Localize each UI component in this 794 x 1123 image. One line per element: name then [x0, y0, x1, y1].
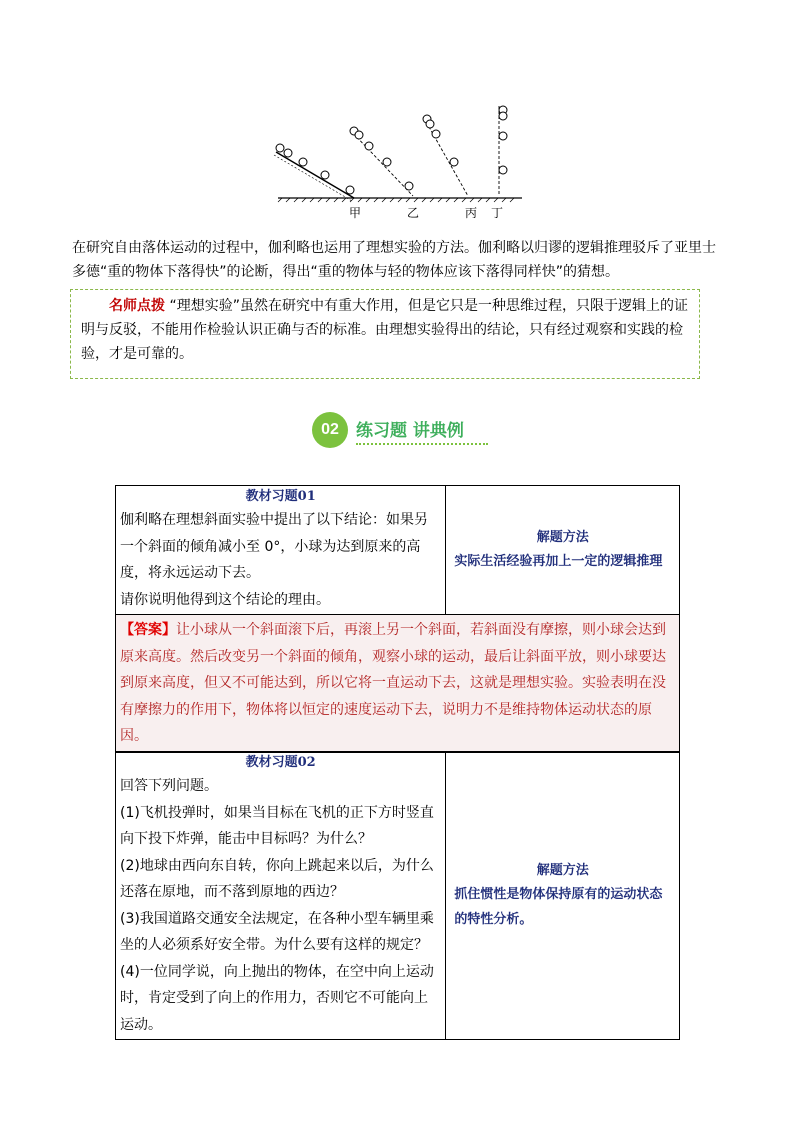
tip-text: “理想实验”虽然在研究中有重大作用，但是它只是一种思维过程，只限于逻辑上的证明与反驳，不能用作检验认识正确与否的标准。由理想实验得出的结论，只有经过观察和实践的检验，才是可靠的。 — [81, 298, 688, 362]
section-underline — [356, 443, 488, 445]
exercise-02-q4: (4)一位同学说，向上抛出的物体，在空中向上运动时，肯定受到了向上的作用力，否则它不可能向上运动。 — [120, 963, 434, 1033]
section-banner — [312, 412, 492, 448]
section-number-badge: 02 — [312, 412, 348, 448]
exercise-02-table — [115, 751, 680, 1040]
exercise-01-answer-cell — [116, 615, 680, 753]
exercise-01-method-title: 解题方法 — [536, 530, 589, 545]
exercise-01-method-text: 实际生活经验再加上一定的逻辑推理 — [454, 554, 663, 569]
exercise-02-intro: 回答下列问题。 — [120, 778, 218, 794]
exercise-02-question-cell — [116, 752, 446, 1040]
exercise-01-ask: 请你说明他得到这个结论的理由。 — [120, 591, 330, 608]
exercise-02-q2: (2)地球由西向东自转，你向上跳起来以后，为什么还落在原地，而不落到原地的西边？ — [120, 857, 434, 900]
exercise-02-method-cell — [446, 752, 680, 1040]
exercise-02-title: 教材习题02 — [245, 755, 316, 770]
intro-paragraph: 在研究自由落体运动的过程中，伽利略也运用了理想实验的方法。伽利略以归谬的逻辑推理驳斥了亚里士多德“重的物体下落得快”的论断，得出“重的物体与轻的物体应该下落得同样快”的猜想。 — [72, 240, 716, 280]
inclined-planes-figure — [270, 100, 530, 225]
exercise-01-method-cell — [446, 486, 680, 615]
exercise-01-table — [115, 485, 680, 753]
figure-label-jia: 甲 — [349, 206, 362, 220]
section-title: 练习题 讲典例 — [356, 421, 464, 441]
exercise-01-title: 教材习题01 — [245, 489, 316, 504]
exercise-02-q3: (3)我国道路交通安全法规定，在各种小型车辆里乘坐的人必须系好安全带。为什么要有这样的规定？ — [120, 910, 434, 953]
exercise-01-question: 伽利略在理想斜面实验中提出了以下结论：如果另一个斜面的倾角减小至 0°，小球为达到原来的高度，将永远运动下去。 — [120, 512, 428, 581]
tip-label: 名师点拨 — [109, 298, 165, 314]
figure-label-bing: 丙 — [465, 206, 478, 220]
figure-label-ding: 丁 — [491, 206, 504, 220]
figure-label-yi: 乙 — [407, 206, 420, 220]
exercise-02-method-title: 解题方法 — [536, 863, 589, 878]
exercise-01-question-cell — [116, 486, 446, 615]
answer-label: 【答案】 — [120, 622, 176, 638]
exercise-02-q1: (1)飞机投弹时，如果当目标在飞机的正下方时竖直向下投下炸弹，能击中目标吗？为什么？ — [120, 804, 434, 847]
teacher-tip-box — [70, 289, 700, 379]
exercise-01-answer: 让小球从一个斜面滚下后，再滚上另一个斜面，若斜面没有摩擦，则小球会达到原来高度。然后改变另一个斜面的倾角，观察小球的运动，最后让斜面平放，则小球要达到原来高度，但又不可能达到，所以它将一直运动下去，这就是理想实验。实验表明在没有摩擦力的作用下，物体将以恒定的速度运动下去，说明力不是维持物体运动状态的原因。 — [120, 622, 666, 744]
exercise-02-method-text: 抓住惯性是物体保持原有的运动状态的特性分析。 — [454, 887, 663, 927]
